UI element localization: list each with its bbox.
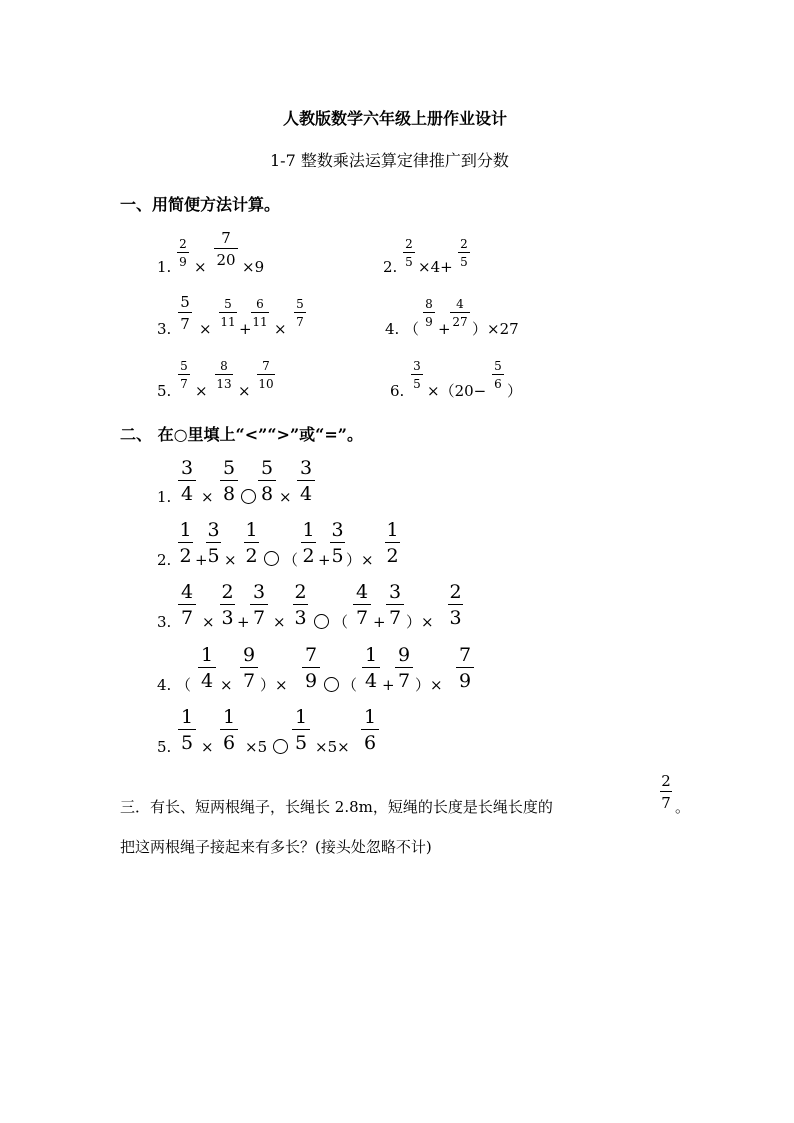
fraction: 9 7: [395, 644, 413, 692]
fraction: 2 3: [221, 581, 234, 629]
fraction: 2 3: [449, 581, 462, 629]
fraction: 4 7: [178, 581, 196, 629]
fraction: 8 13: [216, 359, 232, 391]
problem-label: 1.: [157, 258, 172, 276]
tail-expression: ×9: [242, 258, 265, 276]
times-five: ×5: [245, 738, 268, 756]
problem-label: 4.: [385, 320, 400, 338]
fraction: 1 5: [178, 706, 196, 754]
times-sign: ×: [238, 382, 251, 400]
compare-circle[interactable]: [314, 614, 329, 629]
fraction: 5 6: [492, 359, 504, 391]
problem-label: 3.: [157, 320, 172, 338]
tail-expression: ）×27: [472, 320, 519, 338]
plus-sign: +: [239, 320, 252, 338]
problem-label: 6.: [390, 382, 405, 400]
fraction: 1 4: [198, 644, 216, 692]
period: 。: [675, 798, 691, 816]
fraction: 5 7: [294, 297, 306, 329]
problem-label: 2.: [157, 551, 172, 569]
times-five-times: ×5×: [315, 738, 350, 756]
fraction: 6 11: [252, 297, 268, 329]
times-sign: ×: [199, 320, 212, 338]
fraction: 2 5: [403, 237, 415, 269]
fraction: 2 7: [661, 772, 671, 812]
problem-label: 1.: [157, 488, 172, 506]
left-paren: （: [404, 320, 420, 338]
right-paren-times: ）×: [415, 676, 443, 694]
fraction: 7 10: [258, 359, 274, 391]
fraction: 5 8: [220, 457, 238, 505]
fraction: 7 20: [214, 229, 238, 269]
fraction: 5 7: [178, 293, 192, 333]
left-paren: （: [333, 613, 349, 631]
fraction: 8 9: [423, 297, 435, 329]
plus-sign: +: [237, 613, 250, 631]
plus-sign: +: [195, 551, 208, 569]
fraction: 3 7: [250, 581, 268, 629]
times-sign: ×: [279, 488, 292, 506]
times-sign: ×: [201, 738, 214, 756]
section-1-heading: 一、用简便方法计算。: [120, 195, 281, 214]
compare-circle[interactable]: [264, 551, 279, 566]
page-subtitle: 1-7 整数乘法运算定律推广到分数: [270, 151, 509, 170]
section-2-heading: 二、 在○里填上“<”“>”或“=”。: [120, 425, 363, 444]
problem-label: 5.: [157, 738, 172, 756]
fraction: 5 8: [258, 457, 276, 505]
middle-expression: ×（20−: [427, 382, 487, 400]
fraction: 1 6: [361, 706, 379, 754]
fraction: 1 2: [386, 519, 399, 567]
fraction: 5 7: [178, 359, 190, 391]
plus-sign: +: [382, 676, 395, 694]
compare-circle[interactable]: [273, 739, 288, 754]
page-title: 人教版数学六年级上册作业设计: [283, 109, 508, 128]
plus-sign: +: [318, 551, 331, 569]
fraction: 4 7: [353, 581, 371, 629]
fraction: 3 4: [297, 457, 315, 505]
fraction: 1 6: [220, 706, 238, 754]
fraction: 1 2: [179, 519, 192, 567]
fraction: 7 9: [456, 644, 474, 692]
problem-label: 2.: [383, 258, 398, 276]
fraction: 1 2: [302, 519, 315, 567]
fraction: 1 4: [362, 644, 380, 692]
times-sign: ×: [202, 613, 215, 631]
fraction: 3 5: [331, 519, 344, 567]
right-paren-times: ）×: [406, 613, 434, 631]
word-problem-line-2: 把这两根绳子接起来有多长？(接头处忽略不计): [120, 838, 432, 856]
times-sign: ×: [195, 382, 208, 400]
times-sign: ×: [194, 258, 207, 276]
left-paren: （: [283, 551, 299, 569]
right-paren: ）: [507, 382, 523, 400]
fraction: 1 2: [245, 519, 258, 567]
plus-sign: +: [373, 613, 386, 631]
plus-sign: +: [438, 320, 451, 338]
left-paren: （: [176, 676, 192, 694]
compare-circle[interactable]: [324, 677, 339, 692]
fraction: 3 5: [411, 359, 423, 391]
left-paren: （: [342, 676, 358, 694]
fraction: 2 3: [294, 581, 307, 629]
fraction: 1 5: [292, 706, 310, 754]
right-paren-times: ）×: [346, 551, 374, 569]
times-sign: ×: [273, 613, 286, 631]
fraction: 9 7: [240, 644, 258, 692]
fraction: 3 5: [207, 519, 220, 567]
compare-circle[interactable]: [241, 489, 256, 504]
problem-label: 4.: [157, 676, 172, 694]
fraction: 3 4: [178, 457, 196, 505]
word-problem-line-1: 三．有长、短两根绳子，长绳长 2.8m，短绳的长度是长绳长度的: [120, 798, 553, 816]
fraction: 2 9: [177, 237, 189, 269]
problem-label: 5.: [157, 382, 172, 400]
fraction: 2 5: [458, 237, 470, 269]
problem-label: 3.: [157, 613, 172, 631]
times-sign: ×: [201, 488, 214, 506]
fraction: 5 11: [220, 297, 236, 329]
fraction: 7 9: [302, 644, 320, 692]
fraction: 3 7: [386, 581, 404, 629]
middle-expression: ×4+: [418, 258, 453, 276]
times-sign: ×: [224, 551, 237, 569]
right-paren-times: ）×: [260, 676, 288, 694]
fraction: 4 27: [450, 297, 470, 329]
times-sign: ×: [220, 676, 233, 694]
times-sign: ×: [274, 320, 287, 338]
